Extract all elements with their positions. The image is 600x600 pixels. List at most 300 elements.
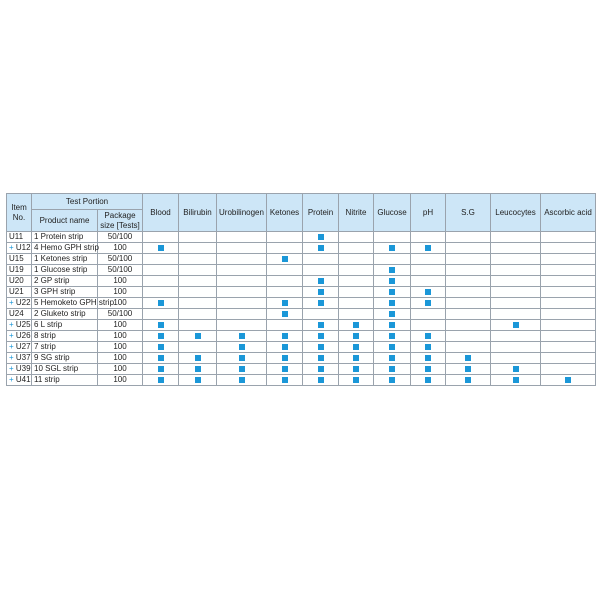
parameter-cell: [491, 276, 541, 287]
parameter-cell: [541, 353, 596, 364]
param-header-bilirubin: Bilirubin: [179, 194, 217, 232]
included-square-icon: [282, 311, 288, 317]
parameter-cell: [267, 287, 303, 298]
included-square-icon: [389, 311, 395, 317]
parameter-cell: [411, 254, 446, 265]
parameter-cell: [267, 232, 303, 243]
table-row: [7, 331, 596, 342]
included-square-icon: [318, 333, 324, 339]
included-square-icon: [425, 289, 431, 295]
parameter-cell: [374, 309, 411, 320]
included-square-icon: [389, 289, 395, 295]
parameter-cell: [143, 243, 179, 254]
item-code: U20: [9, 276, 24, 285]
item-code: U39: [15, 364, 31, 373]
included-square-icon: [353, 322, 359, 328]
item-code: U37: [15, 353, 31, 362]
parameter-cell: [217, 243, 267, 254]
item-no-header: Item No.: [7, 194, 32, 232]
parameter-cell: [411, 276, 446, 287]
item-code: U22: [15, 298, 31, 307]
param-header-ph: pH: [411, 194, 446, 232]
parameter-cell: [446, 254, 491, 265]
item-no-cell: [7, 353, 32, 364]
included-square-icon: [239, 333, 245, 339]
included-square-icon: [318, 344, 324, 350]
parameter-cell: [267, 298, 303, 309]
table-row: [7, 298, 596, 309]
product-name-cell: 6 L strip: [32, 320, 98, 331]
product-table-wrapper: [6, 193, 596, 386]
param-header-nitrite: Nitrite: [339, 194, 374, 232]
parameter-cell: [267, 331, 303, 342]
item-code: U41: [15, 375, 31, 384]
parameter-cell: [339, 265, 374, 276]
parameter-cell: [446, 232, 491, 243]
included-square-icon: [282, 344, 288, 350]
param-header-protein: Protein: [303, 194, 339, 232]
parameter-cell: [541, 331, 596, 342]
parameter-cell: [143, 309, 179, 320]
item-code: U15: [9, 254, 24, 263]
parameter-cell: [491, 375, 541, 386]
included-square-icon: [389, 300, 395, 306]
included-square-icon: [389, 355, 395, 361]
parameter-cell: [217, 298, 267, 309]
parameter-cell: [267, 375, 303, 386]
package-size-cell: 100: [98, 375, 143, 386]
included-square-icon: [158, 344, 164, 350]
parameter-cell: [541, 276, 596, 287]
parameter-cell: [217, 375, 267, 386]
parameter-cell: [303, 353, 339, 364]
parameter-cell: [143, 320, 179, 331]
parameter-cell: [143, 353, 179, 364]
item-no-cell: [7, 298, 32, 309]
header-row-1: [7, 194, 596, 210]
parameter-cell: [179, 298, 217, 309]
item-no-cell: [7, 243, 32, 254]
included-square-icon: [195, 355, 201, 361]
included-square-icon: [465, 355, 471, 361]
parameter-cell: [446, 331, 491, 342]
parameter-cell: [217, 287, 267, 298]
new-item-marker: +: [9, 298, 14, 307]
included-square-icon: [465, 377, 471, 383]
parameter-cell: [541, 243, 596, 254]
parameter-cell: [446, 375, 491, 386]
parameter-cell: [267, 243, 303, 254]
parameter-cell: [179, 353, 217, 364]
parameter-cell: [267, 265, 303, 276]
included-square-icon: [239, 344, 245, 350]
parameter-cell: [179, 364, 217, 375]
parameter-cell: [411, 287, 446, 298]
parameter-cell: [446, 309, 491, 320]
parameter-cell: [179, 276, 217, 287]
parameter-cell: [267, 364, 303, 375]
item-no-cell: [7, 276, 32, 287]
included-square-icon: [282, 300, 288, 306]
param-header-ascorbic-acid: Ascorbic acid: [541, 194, 596, 232]
parameter-cell: [411, 342, 446, 353]
parameter-cell: [446, 353, 491, 364]
parameter-cell: [267, 320, 303, 331]
package-size-header: Package size [Tests]: [98, 210, 143, 232]
param-header-ketones: Ketones: [267, 194, 303, 232]
param-header-leucocytes: Leucocytes: [491, 194, 541, 232]
parameter-cell: [491, 254, 541, 265]
parameter-cell: [411, 320, 446, 331]
product-name-header: Product name: [32, 210, 98, 232]
included-square-icon: [353, 333, 359, 339]
parameter-cell: [339, 342, 374, 353]
parameter-cell: [541, 320, 596, 331]
parameter-cell: [374, 265, 411, 276]
parameter-cell: [374, 331, 411, 342]
included-square-icon: [158, 322, 164, 328]
parameter-cell: [303, 331, 339, 342]
product-name-cell: 1 Ketones strip: [32, 254, 98, 265]
parameter-cell: [143, 232, 179, 243]
parameter-cell: [446, 276, 491, 287]
product-name-cell: 5 Hemoketo GPH strip: [32, 298, 98, 309]
parameter-cell: [411, 232, 446, 243]
parameter-cell: [339, 353, 374, 364]
table-row: [7, 287, 596, 298]
table-row: [7, 276, 596, 287]
parameter-cell: [411, 331, 446, 342]
included-square-icon: [389, 245, 395, 251]
item-code: U26: [15, 331, 31, 340]
included-square-icon: [282, 333, 288, 339]
parameter-cell: [541, 232, 596, 243]
parameter-cell: [411, 309, 446, 320]
included-square-icon: [565, 377, 571, 383]
param-header-sg: S.G: [446, 194, 491, 232]
new-item-marker: +: [9, 342, 14, 351]
parameter-cell: [179, 254, 217, 265]
included-square-icon: [425, 355, 431, 361]
item-code: U27: [15, 342, 31, 351]
parameter-cell: [339, 309, 374, 320]
parameter-cell: [143, 342, 179, 353]
parameter-cell: [491, 243, 541, 254]
parameter-cell: [374, 254, 411, 265]
parameter-cell: [179, 331, 217, 342]
parameter-cell: [179, 342, 217, 353]
parameter-cell: [303, 364, 339, 375]
parameter-cell: [411, 364, 446, 375]
included-square-icon: [389, 377, 395, 383]
package-size-cell: 50/100: [98, 309, 143, 320]
product-name-cell: 1 Glucose strip: [32, 265, 98, 276]
parameter-cell: [374, 353, 411, 364]
param-header-blood: Blood: [143, 194, 179, 232]
parameter-cell: [267, 254, 303, 265]
item-code: U25: [15, 320, 31, 329]
package-size-cell: 100: [98, 353, 143, 364]
parameter-cell: [303, 342, 339, 353]
product-name-cell: 1 Protein strip: [32, 232, 98, 243]
parameter-cell: [179, 287, 217, 298]
included-square-icon: [425, 344, 431, 350]
parameter-cell: [303, 243, 339, 254]
included-square-icon: [282, 366, 288, 372]
parameter-cell: [446, 243, 491, 254]
included-square-icon: [353, 344, 359, 350]
included-square-icon: [318, 322, 324, 328]
table-row: [7, 342, 596, 353]
parameter-cell: [303, 265, 339, 276]
included-square-icon: [318, 366, 324, 372]
table-row: [7, 353, 596, 364]
product-name-cell: 11 strip: [32, 375, 98, 386]
parameter-cell: [179, 375, 217, 386]
parameter-cell: [411, 353, 446, 364]
parameter-cell: [411, 298, 446, 309]
package-size-cell: 100: [98, 298, 143, 309]
parameter-cell: [303, 232, 339, 243]
table-row: [7, 320, 596, 331]
table-row: [7, 254, 596, 265]
parameter-cell: [339, 375, 374, 386]
parameter-cell: [446, 364, 491, 375]
product-name-cell: 10 SGL strip: [32, 364, 98, 375]
parameter-cell: [143, 298, 179, 309]
package-size-cell: 100: [98, 331, 143, 342]
parameter-cell: [541, 265, 596, 276]
parameter-cell: [303, 375, 339, 386]
included-square-icon: [239, 366, 245, 372]
parameter-cell: [217, 265, 267, 276]
parameter-cell: [143, 364, 179, 375]
parameter-cell: [339, 243, 374, 254]
included-square-icon: [389, 322, 395, 328]
parameter-cell: [541, 287, 596, 298]
parameter-cell: [446, 287, 491, 298]
parameter-cell: [339, 298, 374, 309]
included-square-icon: [318, 300, 324, 306]
parameter-cell: [491, 287, 541, 298]
parameter-cell: [446, 342, 491, 353]
included-square-icon: [158, 245, 164, 251]
included-square-icon: [513, 377, 519, 383]
parameter-cell: [491, 320, 541, 331]
parameter-cell: [339, 254, 374, 265]
included-square-icon: [318, 377, 324, 383]
new-item-marker: +: [9, 331, 14, 340]
param-header-urobilinogen: Urobilinogen: [217, 194, 267, 232]
table-row: [7, 309, 596, 320]
included-square-icon: [195, 377, 201, 383]
parameter-cell: [267, 309, 303, 320]
parameter-cell: [303, 309, 339, 320]
parameter-cell: [143, 265, 179, 276]
parameter-cell: [374, 320, 411, 331]
parameter-cell: [491, 232, 541, 243]
product-name-cell: 2 GP strip: [32, 276, 98, 287]
included-square-icon: [318, 355, 324, 361]
included-square-icon: [353, 366, 359, 372]
included-square-icon: [425, 366, 431, 372]
parameter-cell: [217, 320, 267, 331]
parameter-cell: [541, 254, 596, 265]
included-square-icon: [513, 322, 519, 328]
parameter-cell: [339, 232, 374, 243]
parameter-cell: [374, 298, 411, 309]
parameter-cell: [143, 331, 179, 342]
included-square-icon: [282, 256, 288, 262]
parameter-cell: [303, 254, 339, 265]
item-no-cell: [7, 232, 32, 243]
product-name-cell: 8 strip: [32, 331, 98, 342]
parameter-cell: [217, 331, 267, 342]
included-square-icon: [425, 245, 431, 251]
parameter-cell: [541, 342, 596, 353]
parameter-cell: [339, 276, 374, 287]
new-item-marker: +: [9, 243, 14, 252]
parameter-cell: [491, 298, 541, 309]
parameter-cell: [374, 364, 411, 375]
package-size-cell: 100: [98, 243, 143, 254]
product-name-cell: 9 SG strip: [32, 353, 98, 364]
parameter-cell: [491, 265, 541, 276]
product-name-cell: 4 Hemo GPH strip: [32, 243, 98, 254]
parameter-cell: [491, 309, 541, 320]
package-size-cell: 100: [98, 320, 143, 331]
parameter-cell: [217, 276, 267, 287]
parameter-cell: [179, 309, 217, 320]
parameter-cell: [491, 342, 541, 353]
parameter-cell: [217, 309, 267, 320]
item-code: U19: [9, 265, 24, 274]
parameter-cell: [303, 298, 339, 309]
parameter-cell: [411, 375, 446, 386]
product-name-cell: 3 GPH strip: [32, 287, 98, 298]
parameter-cell: [143, 287, 179, 298]
included-square-icon: [158, 366, 164, 372]
item-no-cell: [7, 309, 32, 320]
package-size-cell: 100: [98, 287, 143, 298]
package-size-cell: 100: [98, 342, 143, 353]
parameter-cell: [411, 243, 446, 254]
table-row: [7, 232, 596, 243]
product-table: [6, 193, 596, 386]
included-square-icon: [353, 355, 359, 361]
parameter-cell: [446, 265, 491, 276]
parameter-cell: [267, 342, 303, 353]
new-item-marker: +: [9, 320, 14, 329]
package-size-cell: 50/100: [98, 254, 143, 265]
item-code: U21: [9, 287, 24, 296]
item-no-cell: [7, 364, 32, 375]
table-row: [7, 364, 596, 375]
parameter-cell: [267, 353, 303, 364]
new-item-marker: +: [9, 364, 14, 373]
included-square-icon: [353, 377, 359, 383]
included-square-icon: [195, 333, 201, 339]
item-no-cell: [7, 265, 32, 276]
parameter-cell: [143, 276, 179, 287]
item-no-cell: [7, 331, 32, 342]
included-square-icon: [282, 377, 288, 383]
item-no-cell: [7, 254, 32, 265]
package-size-cell: 50/100: [98, 232, 143, 243]
parameter-cell: [217, 254, 267, 265]
parameter-cell: [374, 243, 411, 254]
package-size-cell: 100: [98, 276, 143, 287]
product-name-cell: 2 Gluketo strip: [32, 309, 98, 320]
table-row: [7, 243, 596, 254]
included-square-icon: [158, 300, 164, 306]
table-row: [7, 375, 596, 386]
parameter-cell: [446, 320, 491, 331]
included-square-icon: [389, 267, 395, 273]
included-square-icon: [158, 377, 164, 383]
included-square-icon: [513, 366, 519, 372]
included-square-icon: [425, 300, 431, 306]
included-square-icon: [318, 245, 324, 251]
parameter-cell: [143, 254, 179, 265]
parameter-cell: [217, 232, 267, 243]
package-size-cell: 50/100: [98, 265, 143, 276]
item-code: U12: [15, 243, 31, 252]
included-square-icon: [239, 355, 245, 361]
included-square-icon: [282, 355, 288, 361]
parameter-cell: [541, 309, 596, 320]
test-portion-header: Test Portion: [32, 194, 143, 210]
included-square-icon: [425, 333, 431, 339]
included-square-icon: [158, 333, 164, 339]
parameter-cell: [303, 276, 339, 287]
new-item-marker: +: [9, 353, 14, 362]
included-square-icon: [465, 366, 471, 372]
included-square-icon: [389, 333, 395, 339]
new-item-marker: +: [9, 375, 14, 384]
included-square-icon: [389, 344, 395, 350]
parameter-cell: [541, 364, 596, 375]
parameter-cell: [339, 364, 374, 375]
included-square-icon: [318, 278, 324, 284]
parameter-cell: [179, 243, 217, 254]
parameter-cell: [491, 353, 541, 364]
parameter-cell: [143, 375, 179, 386]
parameter-cell: [446, 298, 491, 309]
parameter-cell: [179, 265, 217, 276]
parameter-cell: [374, 375, 411, 386]
included-square-icon: [389, 278, 395, 284]
parameter-cell: [303, 287, 339, 298]
table-row: [7, 265, 596, 276]
parameter-cell: [374, 232, 411, 243]
product-name-cell: 7 strip: [32, 342, 98, 353]
item-no-cell: [7, 320, 32, 331]
param-header-glucose: Glucose: [374, 194, 411, 232]
item-no-cell: [7, 375, 32, 386]
package-size-cell: 100: [98, 364, 143, 375]
parameter-cell: [179, 320, 217, 331]
parameter-cell: [179, 232, 217, 243]
parameter-cell: [411, 265, 446, 276]
included-square-icon: [158, 355, 164, 361]
item-code: U24: [9, 309, 24, 318]
parameter-cell: [541, 375, 596, 386]
parameter-cell: [339, 320, 374, 331]
parameter-cell: [374, 276, 411, 287]
parameter-cell: [217, 364, 267, 375]
included-square-icon: [318, 289, 324, 295]
